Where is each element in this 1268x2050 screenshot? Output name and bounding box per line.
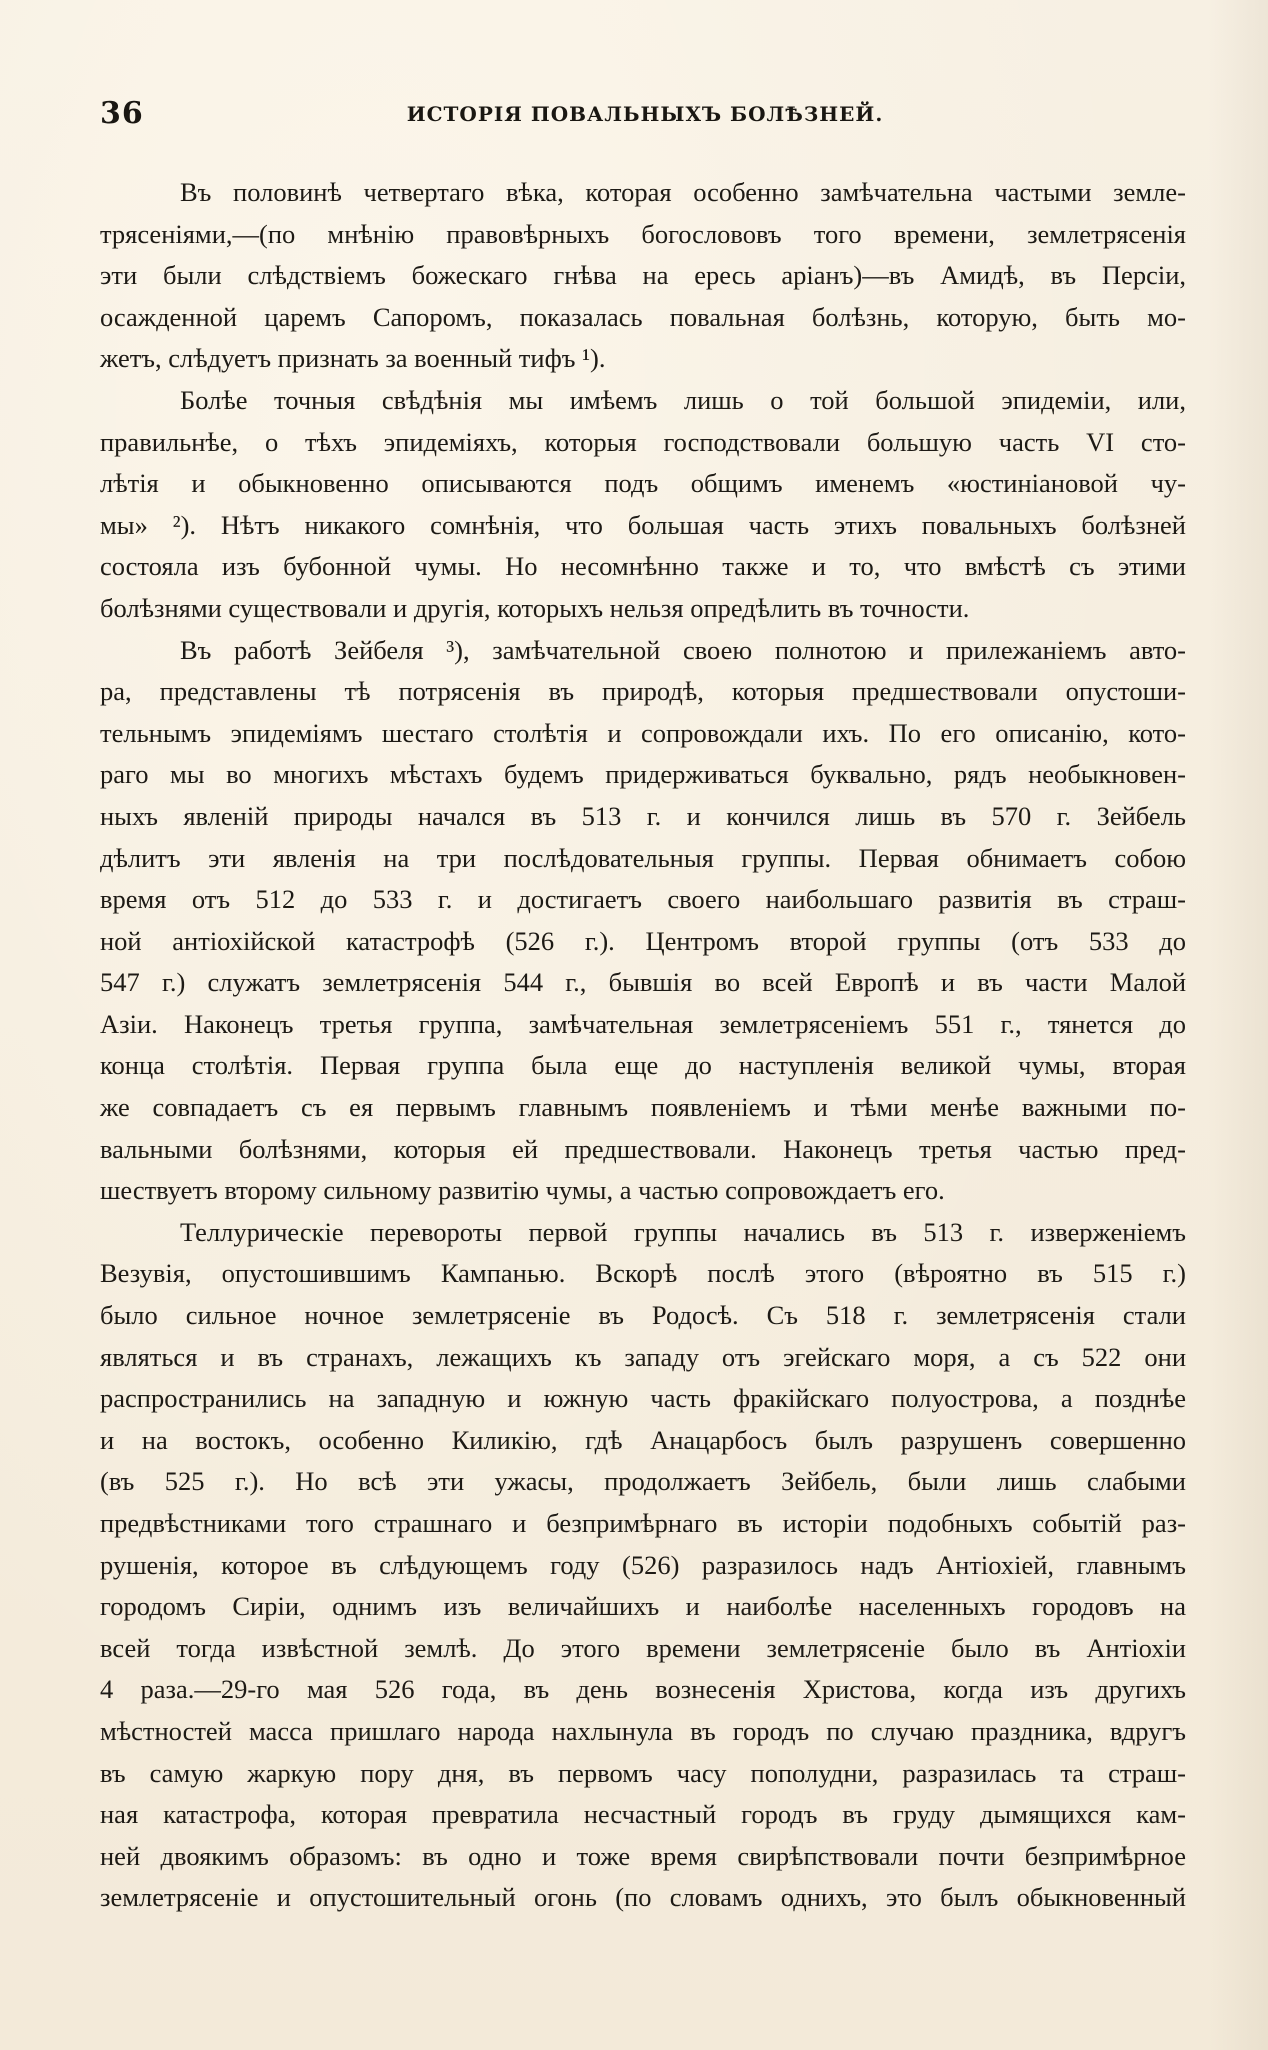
page-edge-shadow (1208, 0, 1268, 2050)
text-line: дѣлитъ эти явленія на три послѣдовательныя группы. Первая обнимаетъ собою (100, 842, 1186, 873)
text-line: землетрясеніе и опустошительный огонь (по словамъ однихъ, это былъ обыкновенный (100, 1882, 1186, 1913)
text-line: Болѣе точныя свѣдѣнія мы имѣемъ лишь о той большой эпидеміи, или, (180, 384, 1186, 415)
text-line: ныхъ явленій природы начался въ 513 г. и кончился лишь въ 570 г. Зейбель (100, 800, 1186, 831)
body-text (100, 172, 1186, 1919)
text-line: 4 раза.—29-го мая 526 года, въ день вознесенія Христова, когда изъ другихъ (100, 1674, 1186, 1705)
text-line: лѣтія и обыкновенно описываются подъ общимъ именемъ «юстиніановой чу- (100, 468, 1186, 499)
text-line: Въ работѣ Зейбеля ³), замѣчательной своею полнотою и прилежаніемъ авто- (180, 634, 1186, 665)
text-line: (въ 525 г.). Но всѣ эти ужасы, продолжаетъ Зейбель, были лишь слабыми (100, 1466, 1186, 1497)
text-line: въ самую жаркую пору дня, въ первомъ часу пополудни, разразилась та страш- (100, 1757, 1186, 1788)
text-line: предвѣстниками того страшнаго и безпримѣрнаго въ исторіи подобныхъ событій раз- (100, 1508, 1186, 1538)
text-line: жетъ, слѣдуетъ признать за военный тифъ ¹). (100, 343, 606, 374)
text-line: ная катастрофа, которая превратила несчастный городъ въ груду дымящихся кам- (100, 1799, 1186, 1830)
text-line: шествуетъ второму сильному развитію чумы, а частью сопровождаетъ его. (100, 1175, 945, 1206)
text-line: распространились на западную и южную часть фракійскаго полуострова, а позднѣе (100, 1383, 1186, 1414)
page-number: 36 (100, 96, 144, 131)
text-line: эти были слѣдствіемъ божескаго гнѣва на ересь аріанъ)—въ Амидѣ, въ Персіи, (100, 260, 1186, 291)
text-line: было сильное ночное землетрясеніе въ Родосѣ. Съ 518 г. землетрясенія стали (100, 1300, 1186, 1331)
text-line: 547 г.) служатъ землетрясенія 544 г., бывшія во всей Европѣ и въ части Малой (100, 967, 1186, 998)
text-line: мы» ²). Нѣтъ никакого сомнѣнія, что большая часть этихъ повальныхъ болѣзней (100, 509, 1186, 540)
text-line: ней двоякимъ образомъ: въ одно и тоже время свирѣпствовали почти безпримѣрное (100, 1840, 1186, 1871)
text-line: ра, представлены тѣ потрясенія въ природѣ, которыя предшествовали опустоши- (100, 676, 1186, 707)
text-line: и на востокъ, особенно Киликію, гдѣ Анацарбосъ былъ разрушенъ совершенно (100, 1424, 1186, 1455)
text-line: конца столѣтія. Первая группа была еще до наступленія великой чумы, вторая (100, 1050, 1186, 1081)
page-header (100, 96, 1190, 136)
text-line: Теллурическіе перевороты первой группы начались въ 513 г. изверженіемъ (180, 1216, 1186, 1247)
text-line: болѣзнями существовали и другія, которыхъ нельзя опредѣлить въ точности. (100, 592, 970, 623)
text-line: трясеніями,—(по мнѣнію правовѣрныхъ богослововъ того времени, землетрясенія (100, 218, 1186, 249)
text-line: городомъ Сиріи, однимъ изъ величайшихъ и наиболѣе населенныхъ городовъ на (100, 1591, 1186, 1622)
text-line: являться и въ странахъ, лежащихъ къ западу отъ эгейскаго моря, а съ 522 они (100, 1341, 1186, 1372)
text-line: Везувія, опустошившимъ Кампанью. Вскорѣ послѣ этого (вѣроятно въ 515 г.) (100, 1258, 1186, 1289)
text-line: же совпадаетъ съ ея первымъ главнымъ появленіемъ и тѣми менѣе важными по- (100, 1092, 1186, 1123)
text-line: вальными болѣзнями, которыя ей предшествовали. Наконецъ третья частью пред- (100, 1133, 1186, 1164)
text-line: тельнымъ эпидеміямъ шестаго столѣтія и сопровождали ихъ. По его описанію, кото- (100, 717, 1186, 748)
text-line: правильнѣе, о тѣхъ эпидеміяхъ, которыя господствовали большую часть VI сто- (100, 426, 1186, 457)
text-line: мѣстностей масса пришлаго народа нахлынула въ городъ по случаю праздника, вдругъ (100, 1715, 1186, 1746)
text-line: время отъ 512 до 533 г. и достигаетъ своего наибольшаго развитія въ страш- (100, 884, 1186, 915)
text-line: ной антіохійской катастрофѣ (526 г.). Центромъ второй группы (отъ 533 до (100, 925, 1186, 956)
text-line: осажденной царемъ Сапоромъ, показалась повальная болѣзнь, которую, быть мо- (100, 301, 1186, 332)
text-line: состояла изъ бубонной чумы. Но несомнѣнно также и то, что вмѣстѣ съ этими (100, 551, 1186, 582)
text-line: раго мы во многихъ мѣстахъ будемъ придерживаться буквально, рядъ необыкновен- (100, 759, 1186, 790)
text-line: Въ половинѣ четвертаго вѣка, которая особенно замѣчательна частыми земле- (180, 177, 1186, 207)
text-line: Азіи. Наконецъ третья группа, замѣчательная землетрясеніемъ 551 г., тянется до (100, 1008, 1186, 1039)
text-line: всей тогда извѣстной землѣ. До этого времени землетрясеніе было въ Антіохіи (100, 1632, 1186, 1663)
text-line: рушенія, которое въ слѣдующемъ году (526) разразилось надъ Антіохіей, главнымъ (100, 1549, 1186, 1580)
running-title: ИСТОРІЯ ПОВАЛЬНЫХЪ БОЛѢЗНЕЙ. (406, 102, 884, 126)
